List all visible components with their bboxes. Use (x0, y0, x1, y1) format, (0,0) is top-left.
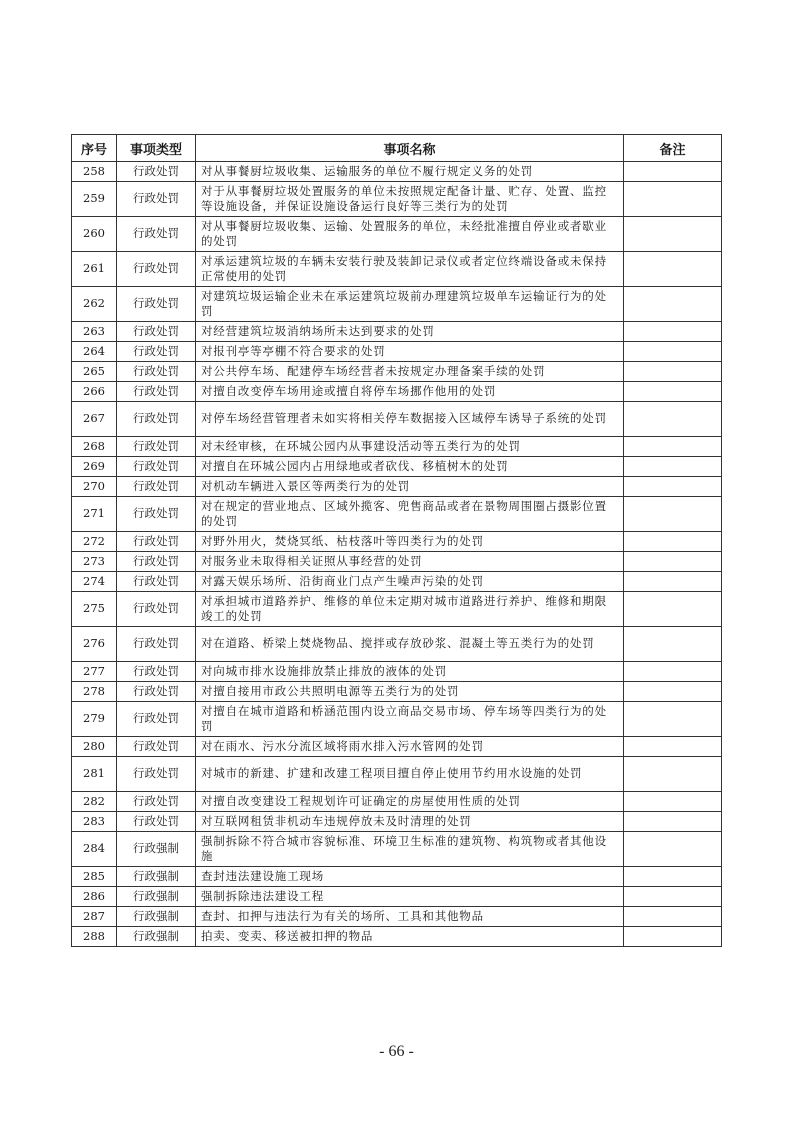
row-item-type: 行政处罚 (117, 477, 196, 497)
table-row (72, 887, 722, 907)
row-remarks (624, 322, 722, 342)
row-item-type: 行政处罚 (117, 362, 196, 382)
row-remarks (624, 702, 722, 737)
row-item-name: 对向城市排水设施排放禁止排放的液体的处罚 (196, 662, 624, 682)
row-item-name: 对互联网租赁非机动车违规停放未及时清理的处罚 (196, 812, 624, 832)
row-remarks (624, 812, 722, 832)
row-remarks (624, 927, 722, 947)
row-serial-number: 274 (72, 572, 117, 592)
header-item-name: 事项名称 (196, 135, 624, 162)
row-item-name: 对擅自在环城公园内占用绿地或者砍伐、移植树木的处罚 (196, 457, 624, 477)
table-header-row (72, 135, 722, 162)
row-serial-number: 281 (72, 757, 117, 792)
row-item-type: 行政强制 (117, 907, 196, 927)
row-remarks (624, 497, 722, 532)
row-remarks (624, 572, 722, 592)
row-serial-number: 263 (72, 322, 117, 342)
page-number: - 66 - (379, 1043, 414, 1060)
row-serial-number: 264 (72, 342, 117, 362)
row-item-type: 行政处罚 (117, 497, 196, 532)
row-item-name: 对野外用火，焚烧冥纸、枯枝落叶等四类行为的处罚 (196, 532, 624, 552)
table-row (72, 682, 722, 702)
row-item-name: 对经营建筑垃圾消纳场所未达到要求的处罚 (196, 322, 624, 342)
row-item-type: 行政处罚 (117, 437, 196, 457)
row-item-name: 对机动车辆进入景区等两类行为的处罚 (196, 477, 624, 497)
row-item-type: 行政处罚 (117, 162, 196, 182)
row-item-type: 行政处罚 (117, 737, 196, 757)
table-row (72, 662, 722, 682)
row-remarks (624, 682, 722, 702)
row-item-type: 行政处罚 (117, 322, 196, 342)
row-item-name: 对承担城市道路养护、维修的单位未定期对城市道路进行养护、维修和期限竣工的处罚 (196, 592, 624, 627)
row-serial-number: 261 (72, 252, 117, 287)
table-row (72, 832, 722, 867)
row-remarks (624, 627, 722, 662)
table-row (72, 927, 722, 947)
table-row (72, 757, 722, 792)
row-item-type: 行政处罚 (117, 792, 196, 812)
table-row (72, 182, 722, 217)
table-row (72, 737, 722, 757)
row-item-name: 查封、扣押与违法行为有关的场所、工具和其他物品 (196, 907, 624, 927)
row-serial-number: 287 (72, 907, 117, 927)
row-item-name: 对建筑垃圾运输企业未在承运建筑垃圾前办理建筑垃圾单车运输证行为的处罚 (196, 287, 624, 322)
row-serial-number: 276 (72, 627, 117, 662)
row-remarks (624, 217, 722, 252)
row-serial-number: 278 (72, 682, 117, 702)
table-row (72, 457, 722, 477)
row-item-type: 行政处罚 (117, 662, 196, 682)
row-remarks (624, 792, 722, 812)
table-body (72, 162, 722, 947)
row-item-name: 对在雨水、污水分流区域将雨水排入污水管网的处罚 (196, 737, 624, 757)
table-row (72, 322, 722, 342)
row-item-name: 对擅自接用市政公共照明电源等五类行为的处罚 (196, 682, 624, 702)
header-serial-number: 序号 (72, 135, 117, 162)
row-remarks (624, 867, 722, 887)
row-serial-number: 277 (72, 662, 117, 682)
row-item-type: 行政处罚 (117, 552, 196, 572)
table-row (72, 497, 722, 532)
row-remarks (624, 382, 722, 402)
row-item-type: 行政处罚 (117, 382, 196, 402)
row-remarks (624, 342, 722, 362)
row-serial-number: 265 (72, 362, 117, 382)
row-item-type: 行政处罚 (117, 342, 196, 362)
row-serial-number: 271 (72, 497, 117, 532)
table-row (72, 252, 722, 287)
row-item-type: 行政处罚 (117, 457, 196, 477)
table-row (72, 702, 722, 737)
row-serial-number: 275 (72, 592, 117, 627)
table-row (72, 792, 722, 812)
row-serial-number: 284 (72, 832, 117, 867)
row-remarks (624, 832, 722, 867)
row-remarks (624, 552, 722, 572)
table-row (72, 812, 722, 832)
row-serial-number: 288 (72, 927, 117, 947)
row-serial-number: 280 (72, 737, 117, 757)
row-serial-number: 283 (72, 812, 117, 832)
row-remarks (624, 287, 722, 322)
row-item-name: 对在规定的营业地点、区域外揽客、兜售商品或者在景物周围圈占摄影位置的处罚 (196, 497, 624, 532)
row-serial-number: 286 (72, 887, 117, 907)
row-item-type: 行政处罚 (117, 702, 196, 737)
row-remarks (624, 662, 722, 682)
row-remarks (624, 457, 722, 477)
row-remarks (624, 887, 722, 907)
row-item-type: 行政处罚 (117, 532, 196, 552)
row-item-name: 拍卖、变卖、移送被扣押的物品 (196, 927, 624, 947)
table-row (72, 572, 722, 592)
row-remarks (624, 532, 722, 552)
row-item-type: 行政处罚 (117, 812, 196, 832)
row-item-type: 行政处罚 (117, 182, 196, 217)
row-serial-number: 266 (72, 382, 117, 402)
row-serial-number: 258 (72, 162, 117, 182)
header-item-type: 事项类型 (117, 135, 196, 162)
row-serial-number: 285 (72, 867, 117, 887)
row-remarks (624, 757, 722, 792)
table-row (72, 362, 722, 382)
row-item-type: 行政强制 (117, 927, 196, 947)
table-row (72, 287, 722, 322)
items-table (71, 134, 722, 947)
row-remarks (624, 737, 722, 757)
row-remarks (624, 182, 722, 217)
row-item-type: 行政处罚 (117, 757, 196, 792)
table-row (72, 217, 722, 252)
table-row (72, 382, 722, 402)
row-item-name: 对服务业未取得相关证照从事经营的处罚 (196, 552, 624, 572)
header-remarks: 备注 (624, 135, 722, 162)
table-row (72, 477, 722, 497)
row-item-name: 查封违法建设施工现场 (196, 867, 624, 887)
row-item-name: 强制拆除违法建设工程 (196, 887, 624, 907)
table-row (72, 402, 722, 437)
row-remarks (624, 402, 722, 437)
row-serial-number: 259 (72, 182, 117, 217)
row-item-name: 对公共停车场、配建停车场经营者未按规定办理备案手续的处罚 (196, 362, 624, 382)
row-item-type: 行政处罚 (117, 217, 196, 252)
row-item-type: 行政强制 (117, 867, 196, 887)
row-item-type: 行政强制 (117, 832, 196, 867)
table-row (72, 437, 722, 457)
row-item-name: 对从事餐厨垃圾收集、运输服务的单位不履行规定义务的处罚 (196, 162, 624, 182)
row-item-type: 行政强制 (117, 887, 196, 907)
row-remarks (624, 437, 722, 457)
row-item-name: 对停车场经营管理者未如实将相关停车数据接入区域停车诱导子系统的处罚 (196, 402, 624, 437)
row-item-name: 对报刊亭等亭棚不符合要求的处罚 (196, 342, 624, 362)
table-row (72, 592, 722, 627)
row-remarks (624, 592, 722, 627)
table-row (72, 532, 722, 552)
row-item-name: 对承运建筑垃圾的车辆未安装行驶及装卸记录仪或者定位终端设备或未保持正常使用的处罚 (196, 252, 624, 287)
row-remarks (624, 252, 722, 287)
row-item-name: 对在道路、桥梁上焚烧物品、搅拌或存放砂浆、混凝土等五类行为的处罚 (196, 627, 624, 662)
row-serial-number: 262 (72, 287, 117, 322)
row-serial-number: 279 (72, 702, 117, 737)
table-row (72, 867, 722, 887)
row-item-name: 对擅自改变建设工程规划许可证确定的房屋使用性质的处罚 (196, 792, 624, 812)
row-item-name: 对未经审核，在环城公园内从事建设活动等五类行为的处罚 (196, 437, 624, 457)
table-row (72, 552, 722, 572)
table-row (72, 162, 722, 182)
row-item-name: 对从事餐厨垃圾收集、运输、处置服务的单位，未经批准擅自停业或者歇业的处罚 (196, 217, 624, 252)
row-remarks (624, 477, 722, 497)
row-remarks (624, 162, 722, 182)
row-serial-number: 273 (72, 552, 117, 572)
row-item-type: 行政处罚 (117, 402, 196, 437)
table-row (72, 907, 722, 927)
row-item-type: 行政处罚 (117, 287, 196, 322)
row-item-type: 行政处罚 (117, 572, 196, 592)
row-serial-number: 270 (72, 477, 117, 497)
row-item-name: 对擅自改变停车场用途或擅自将停车场挪作他用的处罚 (196, 382, 624, 402)
row-item-name: 强制拆除不符合城市容貌标准、环境卫生标准的建筑物、构筑物或者其他设施 (196, 832, 624, 867)
row-serial-number: 282 (72, 792, 117, 812)
row-item-type: 行政处罚 (117, 682, 196, 702)
row-item-type: 行政处罚 (117, 627, 196, 662)
row-remarks (624, 907, 722, 927)
row-serial-number: 268 (72, 437, 117, 457)
row-item-type: 行政处罚 (117, 252, 196, 287)
row-item-name: 对露天娱乐场所、沿街商业门点产生噪声污染的处罚 (196, 572, 624, 592)
table-row (72, 342, 722, 362)
row-serial-number: 260 (72, 217, 117, 252)
row-serial-number: 267 (72, 402, 117, 437)
row-serial-number: 272 (72, 532, 117, 552)
row-serial-number: 269 (72, 457, 117, 477)
row-remarks (624, 362, 722, 382)
row-item-name: 对于从事餐厨垃圾处置服务的单位未按照规定配备计量、贮存、处置、监控等设施设备，并保证设施设备运行良好等三类行为的处罚 (196, 182, 624, 217)
row-item-name: 对擅自在城市道路和桥涵范围内设立商品交易市场、停车场等四类行为的处罚 (196, 702, 624, 737)
row-item-type: 行政处罚 (117, 592, 196, 627)
table-row (72, 627, 722, 662)
row-item-name: 对城市的新建、扩建和改建工程项目擅自停止使用节约用水设施的处罚 (196, 757, 624, 792)
